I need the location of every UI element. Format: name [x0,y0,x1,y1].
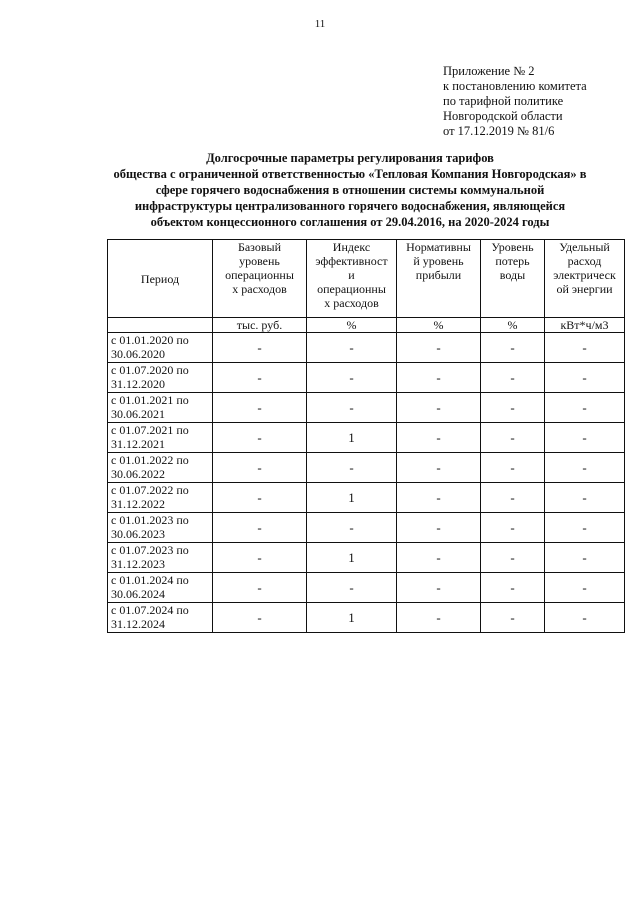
value-cell: - [213,393,307,423]
value-cell: - [545,453,625,483]
period-line: 30.06.2024 [111,587,165,601]
header-line: эффективност [315,254,388,268]
period-line: 30.06.2023 [111,527,165,541]
header-line: электрическ [553,268,616,282]
period-cell [108,573,213,603]
value-cell: - [397,603,481,633]
column-header-base-opex [213,240,307,318]
period-line: с 01.01.2024 по [111,573,189,587]
header-line: прибыли [415,268,462,282]
unit-cell: тыс. руб. [213,318,307,333]
table-row [108,363,625,393]
table-row [108,453,625,483]
value-cell: - [481,543,545,573]
value-cell: - [545,483,625,513]
period-cell [108,603,213,633]
value-cell: - [481,483,545,513]
period-cell [108,483,213,513]
table-row [108,573,625,603]
header-line: воды [499,268,526,282]
period-line: с 01.07.2022 по [111,483,189,497]
title-line: Долгосрочные параметры регулирования тарифов [206,151,494,165]
value-cell: - [481,363,545,393]
value-cell: - [545,363,625,393]
table-row [108,333,625,363]
value-cell: - [545,543,625,573]
column-header-profit-level [397,240,481,318]
table-row [108,483,625,513]
period-cell [108,513,213,543]
value-cell: - [481,603,545,633]
period-cell [108,423,213,453]
value-cell: - [545,423,625,453]
column-header-energy-consumption [545,240,625,318]
header-line: х расходов [324,296,379,310]
value-cell: - [307,363,397,393]
header-line: операционны [225,268,294,282]
value-cell: - [481,453,545,483]
period-line: 31.12.2022 [111,497,165,511]
value-cell: - [397,423,481,453]
value-cell: - [481,573,545,603]
unit-cell: % [481,318,545,333]
value-cell: 1 [307,543,397,573]
value-cell: - [481,423,545,453]
period-line: с 01.01.2022 по [111,453,189,467]
value-cell: - [397,513,481,543]
value-cell: 1 [307,423,397,453]
value-cell: - [213,483,307,513]
value-cell: - [397,453,481,483]
value-cell: - [545,603,625,633]
period-line: с 01.07.2024 по [111,603,189,617]
value-cell: - [397,333,481,363]
unit-cell [108,318,213,333]
unit-cell: % [397,318,481,333]
period-line: 30.06.2022 [111,467,165,481]
column-header-period [108,240,213,318]
header-line: й уровень [413,254,464,268]
header-line: расход [567,254,602,268]
value-cell: - [545,513,625,543]
header-line: х расходов [232,282,287,296]
value-cell: - [481,513,545,543]
page-number: 11 [314,18,326,30]
value-cell: 1 [307,483,397,513]
period-cell [108,363,213,393]
appendix-line: по тарифной политике [443,94,564,108]
value-cell: - [397,543,481,573]
value-cell: - [397,483,481,513]
period-line: 31.12.2024 [111,617,165,631]
value-cell: - [213,333,307,363]
table-row [108,393,625,423]
period-cell [108,543,213,573]
value-cell: - [307,453,397,483]
table-units-row [108,318,625,333]
period-line: с 01.07.2023 по [111,543,189,557]
value-cell: - [397,573,481,603]
period-line: с 01.01.2023 по [111,513,189,527]
period-cell [108,333,213,363]
unit-cell: % [307,318,397,333]
value-cell: - [307,513,397,543]
appendix-line: от 17.12.2019 № 81/6 [443,124,555,138]
header-line: и [348,268,355,282]
header-line: Базовый [237,240,282,254]
value-cell: - [213,573,307,603]
column-header-efficiency-index [307,240,397,318]
period-line: 31.12.2021 [111,437,165,451]
period-cell [108,393,213,423]
value-cell: - [213,513,307,543]
header-line: Нормативны [406,240,471,254]
unit-cell: кВт*ч/м3 [545,318,625,333]
value-cell: - [397,393,481,423]
header-line: уровень [239,254,280,268]
value-cell: - [545,333,625,363]
value-cell: - [213,363,307,393]
header-line: Индекс [332,240,371,254]
header-line: потерь [495,254,530,268]
period-line: 31.12.2020 [111,377,165,391]
header-line: Удельный [559,240,610,254]
period-line: с 01.01.2020 по [111,333,189,347]
table-row [108,423,625,453]
value-cell: - [213,453,307,483]
parameters-table [107,239,625,633]
header-line: Период [140,271,180,286]
period-cell [108,453,213,483]
value-cell: - [481,333,545,363]
period-line: с 01.07.2021 по [111,423,189,437]
column-header-water-losses [481,240,545,318]
period-line: с 01.07.2020 по [111,363,189,377]
value-cell: - [545,393,625,423]
title-line: сфере горячего водоснабжения в отношении системы коммунальной [155,183,545,197]
period-line: 31.12.2023 [111,557,165,571]
value-cell: - [213,423,307,453]
appendix-line: к постановлению комитета [443,79,587,93]
value-cell: - [213,603,307,633]
header-line: операционны [317,282,386,296]
period-line: с 01.01.2021 по [111,393,189,407]
table-row [108,513,625,543]
appendix-line: Новгородской области [443,109,563,123]
value-cell: - [307,393,397,423]
value-cell: - [397,363,481,393]
title-line: инфраструктуры централизованного горячего водоснабжения, являющейся [134,199,566,213]
value-cell: - [307,573,397,603]
table-body [108,333,625,633]
period-line: 30.06.2021 [111,407,165,421]
value-cell: - [545,573,625,603]
table-row [108,543,625,573]
header-line: Уровень [491,240,534,254]
value-cell: - [481,393,545,423]
table-header-row [108,240,625,318]
value-cell: - [213,543,307,573]
title-line: объектом концессионного соглашения от 29.04.2016, на 2020-2024 годы [150,215,550,229]
period-line: 30.06.2020 [111,347,165,361]
value-cell: - [307,333,397,363]
appendix-line: Приложение № 2 [443,64,535,78]
title-line: общества с ограниченной ответственностью «Тепловая Компания Новгородская» в [113,167,587,181]
appendix-note [443,64,633,139]
header-line: ой энергии [556,282,613,296]
document-title [90,150,610,230]
value-cell: 1 [307,603,397,633]
table-row [108,603,625,633]
